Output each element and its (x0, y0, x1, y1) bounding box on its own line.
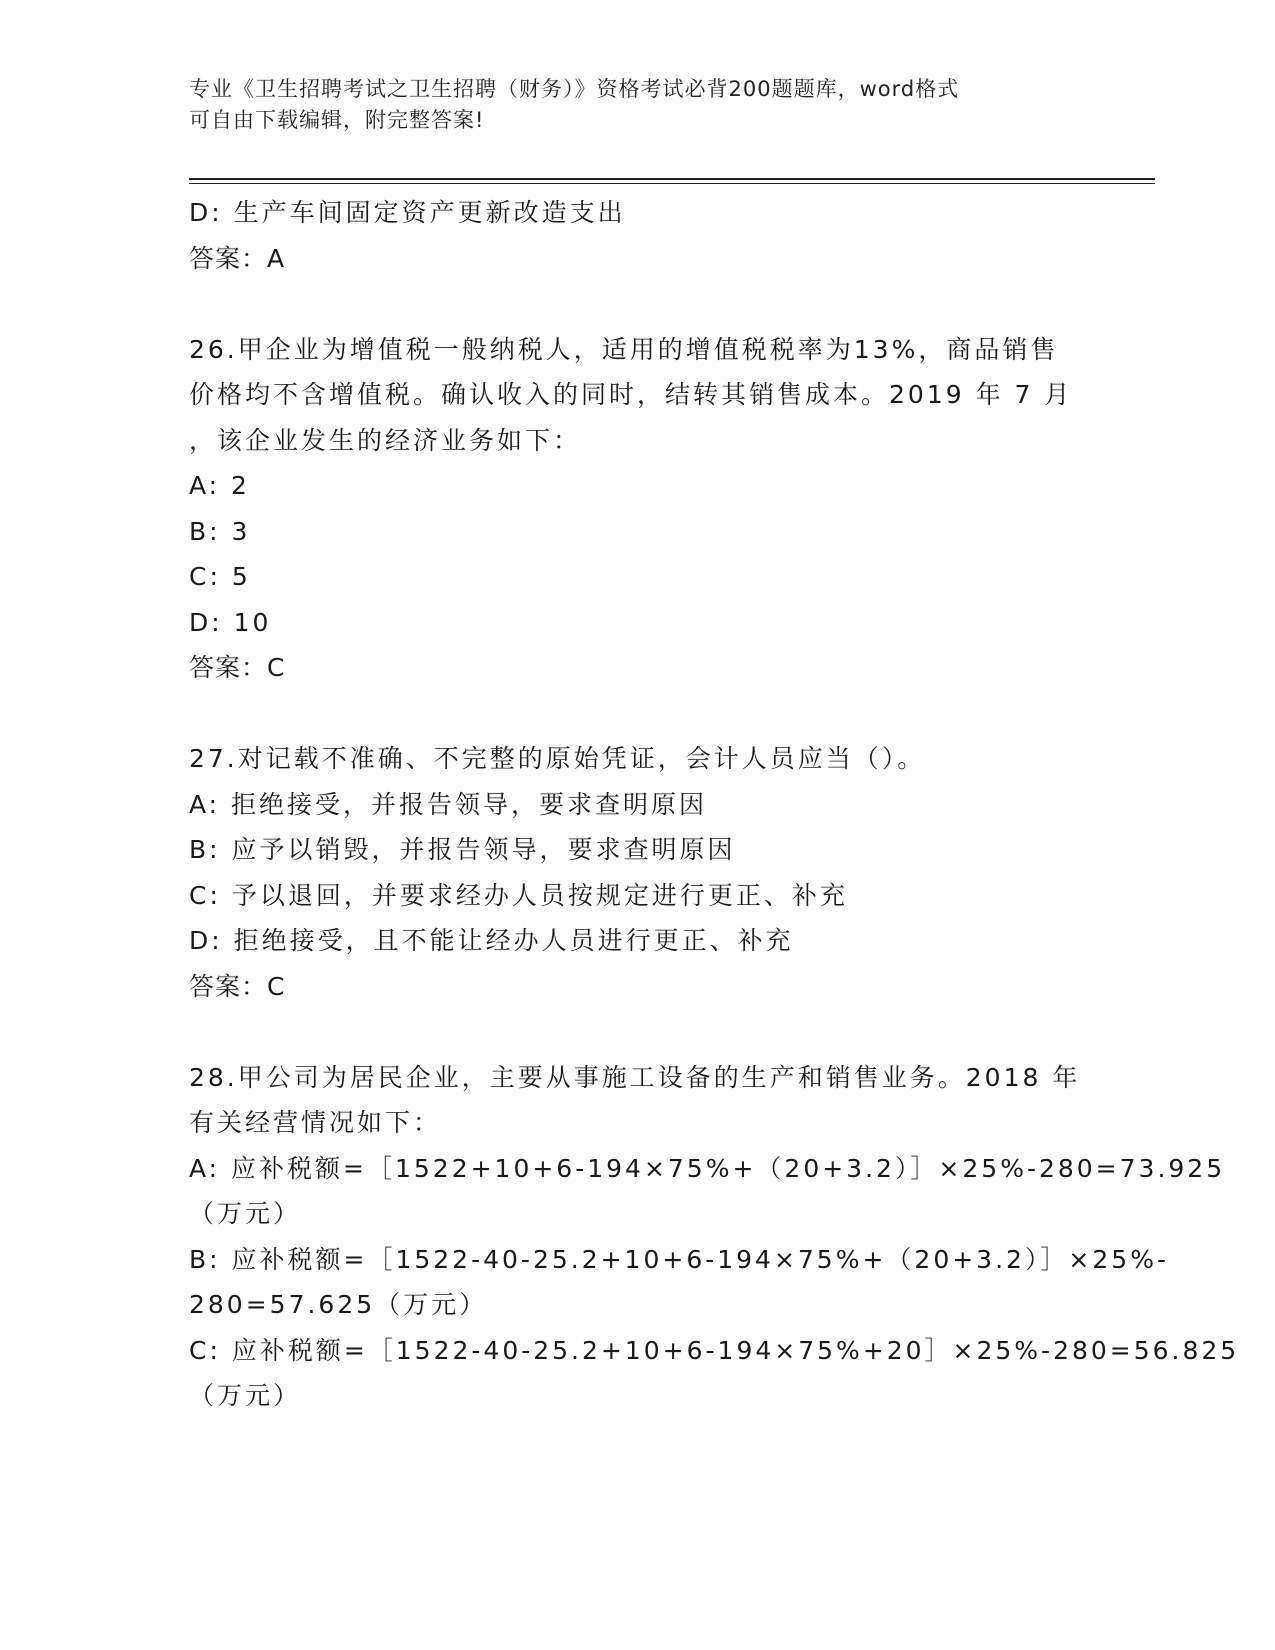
spacer (189, 281, 1089, 327)
option-c: C: 5 (189, 562, 251, 591)
option-a: A: 2 (189, 471, 250, 500)
header-title-line-1: 专业《卫生招聘考试之卫生招聘（财务）》资格考试必背200题题库，word格式 (189, 77, 960, 101)
option-a-continued: （万元） (189, 1199, 302, 1228)
question-stem-line: 27.对记载不准确、不完整的原始凭证，会计人员应当（）。 (189, 744, 926, 773)
option-b: B: 应补税额=［1522-40-25.2+10+6-194×75%+（20+3.2）］×25%- (189, 1244, 1169, 1274)
answer-line: 答案：C (189, 971, 286, 1001)
page-header (189, 74, 1089, 136)
option-a: A: 应补税额=［1522+10+6-194×75%+（20+3.2）］×25%-280=73.925 (189, 1153, 1226, 1183)
question-stem-line: 28.甲公司为居民企业，主要从事施工设备的生产和销售业务。2018 年 (189, 1062, 1081, 1092)
previous-question-tail (189, 190, 1089, 281)
question-27 (189, 736, 1089, 1009)
option-d: D: 10 (189, 607, 272, 637)
option-d: D: 拒绝接受，且不能让经办人员进行更正、补充 (189, 926, 794, 955)
option-d: D: 生产车间固定资产更新改造支出 (189, 198, 626, 227)
option-b: B: 应予以销毁，并报告领导，要求查明原因 (189, 835, 736, 864)
option-b: B: 3 (189, 516, 251, 546)
header-title-line-2: 可自由下载编辑，附完整答案! (189, 108, 485, 132)
answer-line: 答案：C (189, 653, 286, 682)
question-stem-line: 有关经营情况如下： (189, 1108, 442, 1137)
question-stem-line: ，该企业发生的经济业务如下： (189, 425, 582, 455)
header-divider-thin (189, 183, 1155, 184)
option-a: A: 拒绝接受，并报告领导，要求查明原因 (189, 789, 708, 819)
option-c: C: 应补税额=［1522-40-25.2+10+6-194×75%+20］×25%-280=56.825 (189, 1335, 1240, 1365)
question-26 (189, 327, 1089, 691)
option-b-continued: 280=57.625（万元） (189, 1290, 488, 1319)
question-content (189, 190, 1240, 1419)
option-c: C: 予以退回，并要求经办人员按规定进行更正、补充 (189, 880, 848, 910)
spacer (189, 1009, 1089, 1055)
answer-line: 答案：A (189, 243, 286, 273)
question-stem-line: 26.甲企业为增值税一般纳税人，适用的增值税税率为13%，商品销售 (189, 334, 1059, 364)
question-28 (189, 1055, 1240, 1419)
question-stem-line: 价格均不含增值税。确认收入的同时，结转其销售成本。2019 年 7 月 (189, 380, 1073, 409)
option-c-continued: （万元） (189, 1381, 302, 1410)
spacer (189, 691, 1089, 737)
header-divider-thick (189, 178, 1155, 180)
